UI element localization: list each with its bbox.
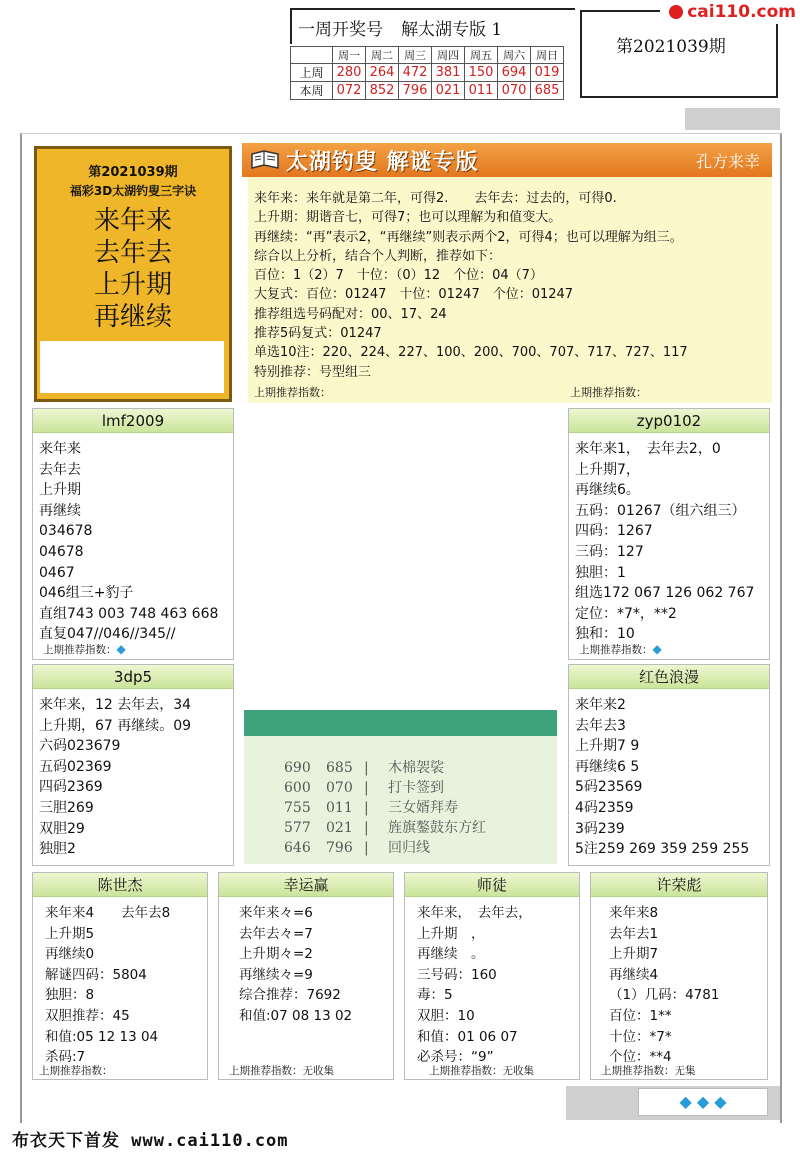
card-line: 独和：10 [575,626,635,643]
card-line: 再继续4 [609,966,659,983]
draw-number: 280 [333,64,366,82]
day-header: 周日 [531,47,564,64]
card-line: 再继续 [39,502,81,519]
card-line: 三码：127 [575,543,644,560]
diamond-icon: ◆ [696,1092,710,1111]
promo-sep: | [364,780,369,796]
card-line: 去年去1 [609,925,659,942]
jiemi-line: 大复式：百位：01247 十位：01247 个位：01247 [254,287,574,303]
card-line: 再继续々=9 [239,966,313,983]
card-line: 五码02369 [39,758,112,775]
card-line: 再继续6 5 [575,758,640,775]
jiemi-footer-left: 上期推荐指数： [254,386,331,399]
promo-num-b: 685 [326,760,353,776]
promo-text: 木棉袈裟 [388,760,444,776]
row-label: 本周 [291,82,333,100]
card-3dp5 [32,664,234,866]
header-title [290,8,575,44]
card-body [405,897,579,1068]
promo-text: 回归线 [388,840,430,856]
card-hongse-langman [568,664,770,866]
card-footer: 上期推荐指数：无集 [601,1065,696,1077]
card-line: 034678 [39,523,93,540]
day-header: 周五 [465,47,498,64]
logo-text: cai110.com [687,2,796,22]
promo-row[interactable] [284,778,557,798]
card-title: 红色浪漫 [569,665,769,689]
card-line: 组选172 067 126 062 767 [575,585,755,602]
card-line: 四码：1267 [575,523,653,540]
jiemi-title: 太湖钓叟 解谜专版 [286,148,479,175]
site-logo[interactable] [660,0,800,24]
draw-number: 072 [333,82,366,100]
riddle-box [34,146,232,402]
card-footer-label: 上期推荐指数： [43,644,117,656]
riddle-blank-area [40,341,224,393]
riddle-line: 再继续 [93,302,172,332]
draw-number: 021 [432,82,465,100]
draw-row-this-week [291,82,564,100]
card-footer: 上期推荐指数： [39,1065,113,1077]
card-line: 去年去3 [575,717,626,734]
card-line: 百位：1** [609,1007,672,1024]
header-title-left: 一周开奖号 [298,19,383,40]
card-footer [579,642,662,657]
card-line: 双胆：10 [417,1007,475,1024]
page-footer[interactable]: 布衣天下首发 www.cai110.com [12,1131,289,1151]
draw-number: 070 [498,82,531,100]
card-line: 综合推荐：7692 [239,987,341,1004]
promo-num-a: 646 [284,840,311,856]
draw-number: 472 [399,64,432,82]
card-line: 和值：01 06 07 [417,1028,518,1045]
card-line: 来年来1， 去年去2，0 [575,441,721,457]
card-body [33,689,233,860]
draw-number: 150 [465,64,498,82]
jiemi-body [248,177,772,403]
jiemi-line: 百位：1（2）7 十位：（0）12 个位：04（7） [254,268,543,284]
card-line: 双胆推荐：45 [45,1007,130,1024]
card-body [33,897,207,1068]
card-line: 上升期7 [609,946,659,963]
card-line: 046组三+豹子 [39,585,134,602]
card-line: 五码：01267（组六组三） [575,502,746,519]
logo-dot-icon [669,5,683,19]
card-body [569,689,769,860]
card-footer: 上期推荐指数：无收集 [229,1065,334,1077]
promo-row[interactable] [284,838,557,858]
card-line: 4码2359 [575,799,634,816]
riddle-line: 上升期 [93,270,172,300]
card-line: 三号码：160 [417,966,497,983]
draw-number: 796 [399,82,432,100]
promo-num-a: 600 [284,780,311,796]
book-icon [250,148,280,172]
card-line: 来年来2 [575,697,626,713]
draw-number: 694 [498,64,531,82]
draw-number: 852 [366,82,399,100]
row-label: 上周 [291,64,333,82]
card-line: 直复047//046//345// [39,626,176,643]
card-line: 直组743 003 748 463 668 [39,605,219,622]
promo-sep: | [364,800,369,816]
draw-table [290,46,564,100]
card-line: 上升期 ， [417,925,485,942]
card-line: （1）几码：4781 [609,987,720,1004]
jiemi-footer-right: 上期推荐指数： [570,386,647,399]
jiemi-line: 单选10注：220、224、227、100、200、700、707、717、727、117 [254,345,688,361]
diamond-icon: ◆ [116,642,126,656]
jiemi-author: 孔方来幸 [695,151,760,171]
card-line: 04678 [39,543,84,560]
draw-number: 019 [531,64,564,82]
day-header: 周六 [498,47,531,64]
card-line: 来年来8 [609,905,659,921]
promo-num-b: 070 [326,780,353,796]
card-line: 独胆：8 [45,987,95,1004]
draw-number: 264 [366,64,399,82]
day-header: 周四 [432,47,465,64]
card-line: 5码23569 [575,779,643,796]
card-footer-label: 上期推荐指数： [579,644,653,656]
card-chenshijie [32,872,208,1080]
card-line: 来年来々=6 [239,905,313,921]
promo-sep: | [364,760,369,776]
promo-num-b: 011 [326,800,353,816]
diamond-icon: ◆ [652,642,662,656]
jiemi-line: 再继续：“再”表示2，“再继续”则表示两个2，可得4；也可以理解为组三。 [254,229,683,245]
promo-num-a: 755 [284,800,311,816]
issue-number: 第2021039期 [616,37,726,57]
card-line: 来年来，12 去年去，34 [39,697,192,713]
draw-number: 685 [531,82,564,100]
promo-num-a: 690 [284,760,311,776]
card-title: 幸运赢 [219,873,393,897]
promo-num-b: 021 [326,820,353,836]
jiemi-line: 上升期：期谐音七，可得7；也可以理解为和值变大。 [254,210,562,226]
card-line: 去年去 [39,461,81,478]
card-line: 独胆：1 [575,564,626,581]
card-shitu [404,872,580,1080]
jiemi-title-bar [242,143,772,177]
card-line: 再继续 。 [417,946,485,963]
riddle-issue: 第2021039期 [88,165,178,180]
day-header: 周二 [366,47,399,64]
card-line: 上升期々=2 [239,946,313,963]
riddle-line: 去年去 [93,238,172,268]
promo-row[interactable] [284,798,557,818]
header-shade [685,108,780,130]
card-line: 来年来， 去年去， [417,905,532,921]
card-line: 必杀号：“9” [417,1049,494,1066]
card-line: 和值:07 08 13 02 [239,1007,353,1024]
day-header: 周一 [333,47,366,64]
jiemi-line: 来年来：来年就是第二年，可得2. 去年去：过去的，可得0. [254,191,617,206]
card-line: 和值:05 12 13 04 [45,1028,159,1045]
card-line: 独胆2 [39,841,76,858]
draw-number: 381 [432,64,465,82]
header-title-right: 解太湖专版 1 [401,19,503,40]
card-title: lmf2009 [33,409,233,433]
card-title: 陈世杰 [33,873,207,897]
card-title: zyp0102 [569,409,769,433]
card-body [219,897,393,1027]
card-line: 定位：*7*，**2 [575,605,677,622]
draw-table-header [291,47,564,64]
card-line: 5注259 269 359 259 255 [575,841,750,858]
card-line: 上升期 [39,482,81,499]
card-line: 十位：*7* [609,1028,672,1045]
card-lmf2009 [32,408,234,660]
promo-header-bar [244,710,557,736]
diamond-icon: ◆ [714,1092,727,1111]
card-line: 上升期，67 再继续。09 [39,717,192,734]
card-line: 来年来 [39,441,81,457]
card-line: 去年去々=7 [239,925,313,942]
jiemi-line: 推荐5码复式：01247 [254,326,382,342]
draw-row-last-week [291,64,564,82]
promo-text: 三女婿拜寿 [388,800,458,816]
card-line: 杀码:7 [45,1049,86,1066]
jiemi-line: 特别推荐：号型组三 [254,364,372,380]
riddle-subtitle: 福彩3D太湖钓叟三字诀 [69,184,197,198]
promo-sep: | [364,820,369,836]
card-line: 毒：5 [417,987,453,1004]
card-line: 来年来4 去年去8 [45,905,171,921]
card-xingyunying [218,872,394,1080]
jiemi-line: 综合以上分析，结合个人判断，推荐如下： [254,248,502,264]
card-line: 再继续6。 [575,482,640,499]
riddle-lines [37,205,229,333]
promo-row[interactable] [284,758,557,778]
promo-row[interactable] [284,818,557,838]
card-line: 六码023679 [39,738,121,755]
card-line: 解谜四码：5804 [45,966,147,983]
card-line: 三胆269 [39,799,94,816]
card-line: 上升期7 9 [575,738,640,755]
rating-bar [638,1088,768,1116]
jiemi-line: 推荐组选号码配对：00、17、24 [254,306,447,322]
card-body [591,897,767,1068]
card-zyp0102 [568,408,770,660]
riddle-line: 来年来 [93,206,172,236]
diamond-icon: ◆ [679,1092,692,1111]
card-title: 3dp5 [33,665,233,689]
card-title: 许荣彪 [591,873,767,897]
card-footer: 上期推荐指数：无收集 [429,1065,534,1077]
card-line: 上升期7， [575,461,640,478]
draw-table-corner [291,47,333,64]
card-body [33,433,233,645]
card-line: 再继续0 [45,946,95,963]
promo-text: 打卡签到 [388,780,444,796]
promo-num-b: 796 [326,840,353,856]
promo-num-a: 577 [284,820,311,836]
card-footer [43,642,126,657]
card-line: 个位：**4 [609,1049,672,1066]
promo-list [244,736,557,864]
promo-text: 旌旗鏊鼓东方红 [388,820,486,836]
card-line: 3码239 [575,820,625,837]
card-xurongbiao [590,872,768,1080]
day-header: 周三 [399,47,432,64]
card-title: 师徒 [405,873,579,897]
card-body [569,433,769,645]
promo-sep: | [364,840,369,856]
card-line: 0467 [39,564,75,581]
card-line: 双胆29 [39,820,85,837]
card-line: 四码2369 [39,779,103,796]
card-line: 上升期5 [45,925,95,942]
draw-number: 011 [465,82,498,100]
